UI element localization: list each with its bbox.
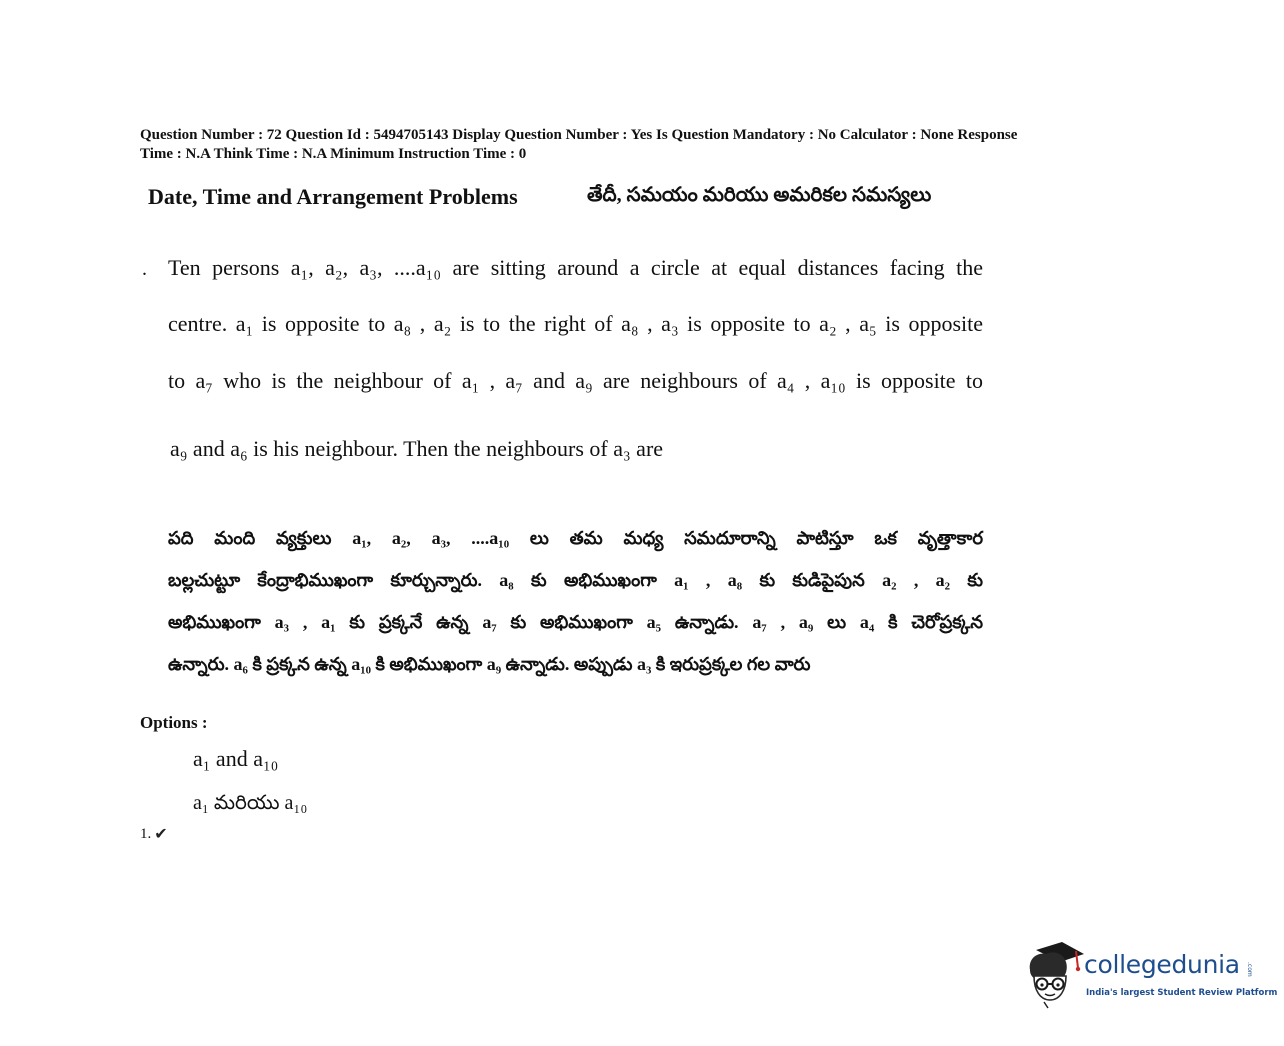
options-label: Options : xyxy=(140,713,208,732)
logo-wordmark: collegedunia xyxy=(1084,950,1240,979)
meta-line-2: Time : N.A Think Time : N.A Minimum Instruction Time : 0 xyxy=(140,146,527,162)
option-number-label: 1. xyxy=(140,825,152,842)
option-1-english: a₁ and a₁₀ xyxy=(193,746,279,771)
question-english-line-2: centre. a₁ is opposite to a₈ , a₂ is to the right of a₈ , a₃ is opposite to a₂ , a₅ is opposite xyxy=(168,311,983,336)
question-english-line-1: Ten persons a₁, a₂, a₃, ....a₁₀ are sitting around a circle at equal distances facing the xyxy=(168,255,983,280)
question-telugu-line-1: పది మంది వ్యక్తులు a₁, a₂, a₃, ....a₁₀ లు తమ మధ్య సమదూరాన్ని పాటిస్తూ ఒక వృత్తాకార xyxy=(168,528,983,548)
option-1-telugu: a₁ మరియు a₁₀ xyxy=(193,792,308,814)
question-telugu-line-4: ఉన్నారు. a₆ కి ప్రక్కన ఉన్న a₁₀ కి అభిముఖంగా a₉ ఉన్నాడు. అప్పుడు a₃ కి ఇరుప్రక్కల గల వారు xyxy=(168,654,811,674)
collegedunia-logo xyxy=(1022,940,1278,1010)
logo-domain-suffix: .com xyxy=(1246,962,1253,977)
logo-tagline: India's largest Student Review Platform xyxy=(1086,988,1278,998)
check-icon: ✔ xyxy=(154,826,168,843)
question-english-line-4: a₉ and a₆ is his neighbour. Then the neighbours of a₃ are xyxy=(170,436,664,461)
question-telugu-line-2: బల్లచుట్టూ కేంద్రాభిముఖంగా కూర్చున్నారు. a₈ కు అభిముఖంగా a₁ , a₈ కు కుడిపైపున a₂ , a₂ కు xyxy=(168,570,983,590)
question-telugu-line-3: అభిముఖంగా a₃ , a₁ కు ప్రక్కనే ఉన్న a₇ కు అభిముఖంగా a₅ ఉన్నాడు. a₇ , a₉ లు a₄ కి చెరోప్రక్కన xyxy=(168,612,983,632)
subject-title-english: Date, Time and Arrangement Problems xyxy=(148,184,518,209)
student-mascot-icon xyxy=(1022,940,1084,1010)
subject-title-telugu: తేదీ, సమయం మరియు అమరికల సమస్యలు xyxy=(587,184,932,206)
meta-line-1: Question Number : 72 Question Id : 5494705143 Display Question Number : Yes Is Question Mandatory : No Calculator : None Response xyxy=(140,127,1018,143)
question-meta xyxy=(140,126,1190,164)
option-1-number xyxy=(140,824,168,844)
question-english-line-3: to a₇ who is the neighbour of a₁ , a₇ and a₉ are neighbours of a₄ , a₁₀ is opposite to xyxy=(168,368,983,393)
question-bullet: . xyxy=(142,258,147,280)
